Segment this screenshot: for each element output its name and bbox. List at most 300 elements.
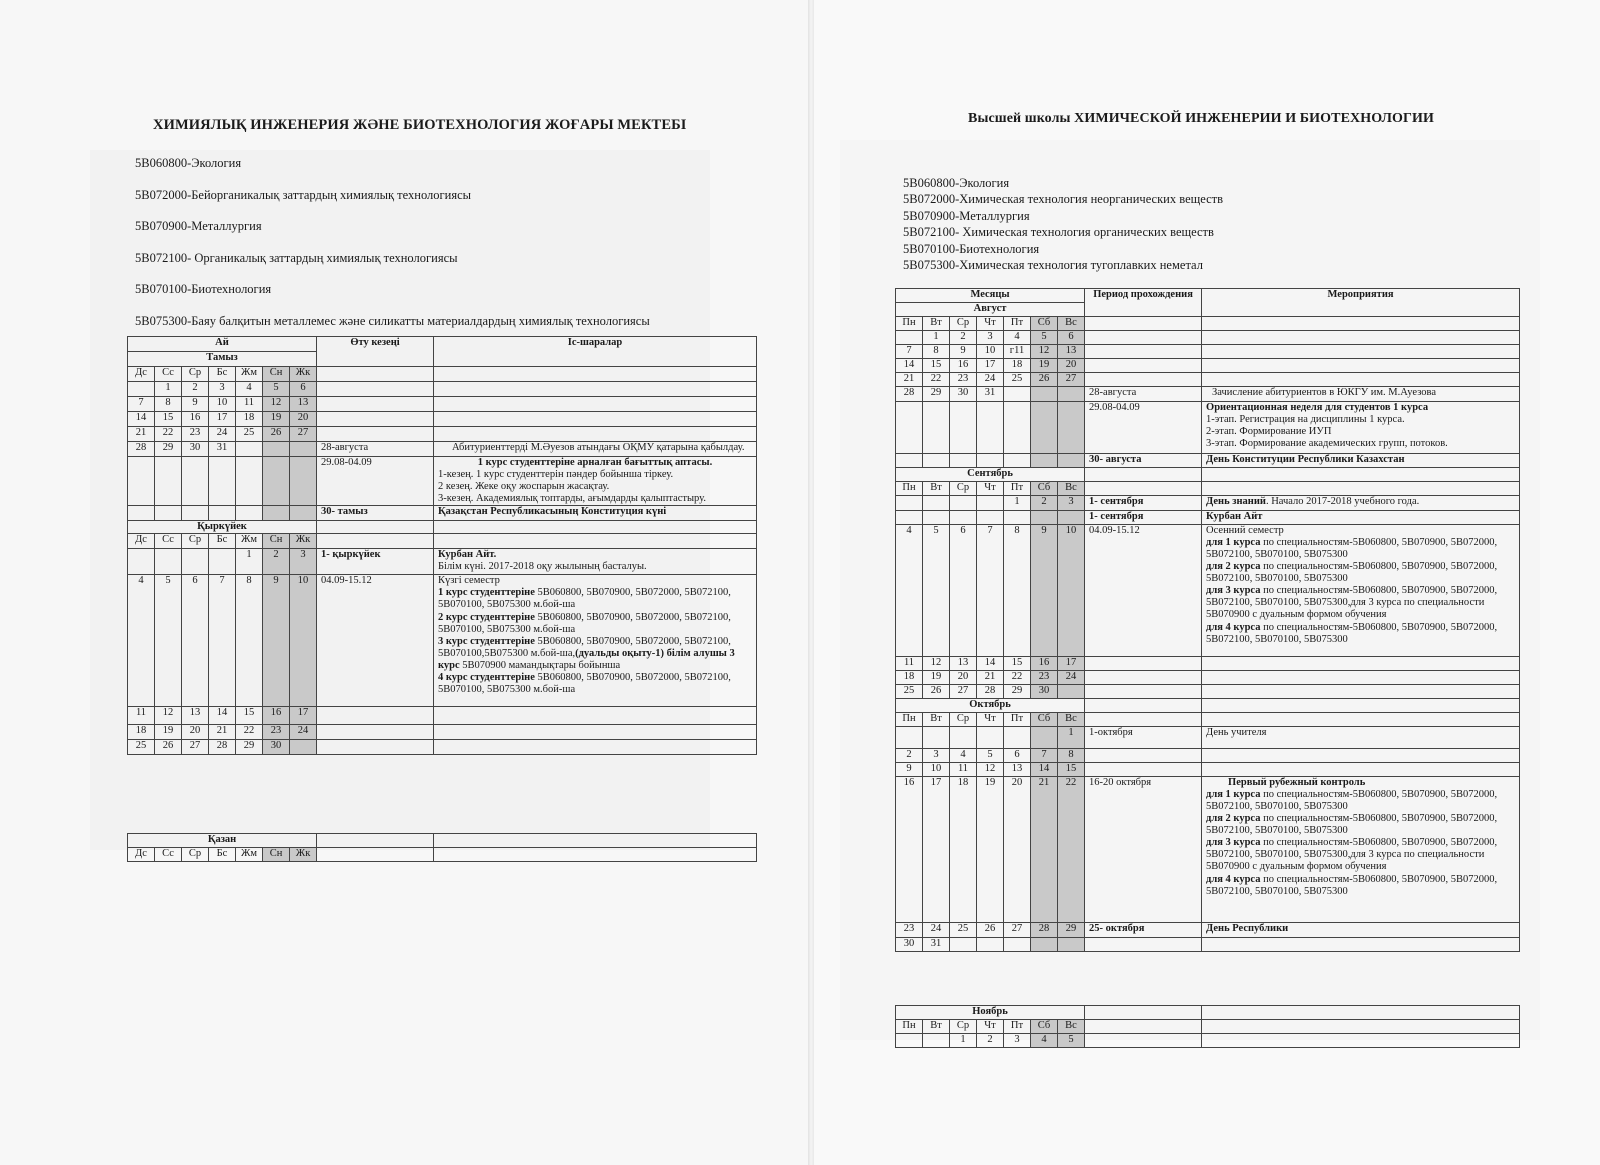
event-period: 1- қыркүйек bbox=[317, 549, 434, 575]
event-bold: 4 курс студенттеріне bbox=[438, 671, 535, 683]
empty-cell bbox=[1202, 317, 1520, 331]
specialty-item: 5В070100-Биотехнология bbox=[903, 241, 1040, 256]
calendar-day: 22 bbox=[155, 427, 182, 442]
event-text bbox=[434, 457, 757, 506]
calendar-day bbox=[1004, 938, 1031, 952]
calendar-day: 6 bbox=[950, 525, 977, 657]
calendar-day: 8 bbox=[236, 575, 263, 707]
empty-cell bbox=[434, 412, 757, 427]
calendar-day: 9 bbox=[950, 345, 977, 359]
calendar-day: 30 bbox=[950, 387, 977, 402]
calendar-day-empty bbox=[1004, 454, 1031, 468]
calendar-day: 2 bbox=[1031, 496, 1058, 511]
event-line: по специальностям-5В060800, 5В070900, 5В072000, 5В072100, 5В070100, 5В075300 bbox=[1206, 789, 1498, 813]
calendar-day-empty bbox=[155, 506, 182, 521]
weekday-header: Бс bbox=[209, 367, 236, 382]
empty-cell bbox=[317, 427, 434, 442]
calendar-day: 7 bbox=[1031, 749, 1058, 763]
calendar-day-empty bbox=[950, 402, 977, 454]
calendar-day-empty bbox=[950, 511, 977, 525]
calendar-day-empty bbox=[1031, 402, 1058, 454]
calendar-day: 27 bbox=[950, 685, 977, 699]
event-text bbox=[1202, 525, 1520, 657]
calendar-day: 15 bbox=[236, 707, 263, 725]
calendar-day-empty bbox=[1058, 511, 1085, 525]
calendar-day: 6 bbox=[182, 575, 209, 707]
calendar-day: 12 bbox=[1031, 345, 1058, 359]
calendar-day: 14 bbox=[128, 412, 155, 427]
event-period: 29.08-04.09 bbox=[1085, 402, 1202, 454]
weekday-header: Пн bbox=[896, 713, 923, 727]
calendar-day: 16 bbox=[182, 412, 209, 427]
empty-cell bbox=[1085, 1020, 1202, 1034]
calendar-day: 30 bbox=[896, 938, 923, 952]
weekday-header: Сс bbox=[155, 534, 182, 549]
calendar-day-empty bbox=[182, 506, 209, 521]
calendar-day: 28 bbox=[209, 740, 236, 755]
header-events: Іс-шаралар bbox=[434, 337, 757, 367]
calendar-day: 18 bbox=[1004, 359, 1031, 373]
event-text: Зачисление абитуриентов в ЮКГУ им. М.Ауезова bbox=[1202, 387, 1520, 402]
calendar-day: 2 bbox=[950, 331, 977, 345]
calendar-day: 23 bbox=[950, 373, 977, 387]
weekday-header: Пт bbox=[1004, 1020, 1031, 1034]
event-text: Абитуриенттерді М.Әуезов атындағы ОҚМУ қатарына қабылдау. bbox=[434, 442, 757, 457]
calendar-day: 24 bbox=[1058, 671, 1085, 685]
calendar-day: 24 bbox=[290, 725, 317, 740]
event-bold: 1 курс студенттеріне bbox=[438, 587, 535, 599]
calendar-day-empty bbox=[896, 454, 923, 468]
event-bold: для 4 курса bbox=[1206, 873, 1261, 885]
calendar-day: 9 bbox=[263, 575, 290, 707]
calendar-day: 8 bbox=[1058, 749, 1085, 763]
header-period: Өту кезеңі bbox=[317, 337, 434, 367]
weekday-header: Сс bbox=[155, 367, 182, 382]
event-line: 2-этап. Формирование ИУП bbox=[1206, 426, 1332, 438]
calendar-day: 3 bbox=[923, 749, 950, 763]
empty-cell bbox=[434, 848, 757, 862]
event-text: День Конституции Республики Казахстан bbox=[1202, 454, 1520, 468]
specialty-item: 5В070900-Металлургия bbox=[135, 219, 262, 233]
event-line: 1-кезең. 1 курс студенттерін пәндер бойынша тіркеу. bbox=[438, 469, 674, 481]
calendar-day: 5 bbox=[923, 525, 950, 657]
calendar-day: 28 bbox=[896, 387, 923, 402]
calendar-day: 22 bbox=[1058, 777, 1085, 923]
event-period: 25- октября bbox=[1085, 923, 1202, 938]
event-line: 5В060800, 5В070900, 5В072000, 5В072100, 5В070100, 5В075300 м.бой-ша bbox=[438, 587, 731, 611]
calendar-day: 24 bbox=[923, 923, 950, 938]
calendar-day: 18 bbox=[128, 725, 155, 740]
calendar-day: 23 bbox=[896, 923, 923, 938]
event-period: 30- августа bbox=[1085, 454, 1202, 468]
page-fold bbox=[808, 0, 814, 1165]
calendar-day: 20 bbox=[1058, 359, 1085, 373]
calendar-day bbox=[896, 1034, 923, 1048]
calendar-day-empty bbox=[923, 511, 950, 525]
event-line: по специальностям-5В060800, 5В070900, 5В072000, 5В072100, 5В070100, 5В075300 bbox=[1206, 813, 1498, 837]
event-bold: 3 курс студенттеріне bbox=[438, 635, 535, 647]
calendar-day bbox=[977, 727, 1004, 749]
empty-cell bbox=[317, 367, 434, 382]
empty-cell bbox=[434, 534, 757, 549]
event-period: 29.08-04.09 bbox=[317, 457, 434, 506]
weekday-header: Чт bbox=[977, 482, 1004, 496]
calendar-table bbox=[127, 336, 757, 755]
empty-cell bbox=[434, 397, 757, 412]
weekday-header: Ср bbox=[182, 534, 209, 549]
weekday-header: Сб bbox=[1031, 713, 1058, 727]
event-bold: для 3 курса bbox=[1206, 837, 1261, 849]
calendar-day: 13 bbox=[950, 657, 977, 671]
calendar-day: 14 bbox=[977, 657, 1004, 671]
calendar-day: 29 bbox=[1058, 923, 1085, 938]
event-period: 04.09-15.12 bbox=[1085, 525, 1202, 657]
calendar-day: 27 bbox=[290, 427, 317, 442]
month-name: Октябрь bbox=[896, 699, 1085, 713]
calendar-day bbox=[1031, 387, 1058, 402]
calendar-day: 9 bbox=[182, 397, 209, 412]
calendar-day-empty bbox=[1004, 402, 1031, 454]
calendar-day-empty bbox=[263, 457, 290, 506]
calendar-day: 28 bbox=[977, 685, 1004, 699]
calendar-day: 17 bbox=[923, 777, 950, 923]
calendar-day bbox=[950, 496, 977, 511]
event-bold: (дуальды оқыту-1) білім алушы 3 курс bbox=[438, 647, 735, 671]
empty-cell bbox=[1202, 713, 1520, 727]
weekday-header: Чт bbox=[977, 713, 1004, 727]
calendar-day bbox=[1031, 938, 1058, 952]
calendar-day bbox=[977, 496, 1004, 511]
calendar-day: 19 bbox=[155, 725, 182, 740]
calendar-day-empty bbox=[1004, 511, 1031, 525]
weekday-header: Вт bbox=[923, 713, 950, 727]
calendar-day: 27 bbox=[1058, 373, 1085, 387]
calendar-table bbox=[895, 288, 1520, 952]
event-period: 04.09-15.12 bbox=[317, 575, 434, 707]
empty-cell bbox=[1085, 317, 1202, 331]
weekday-header: Сб bbox=[1031, 317, 1058, 331]
calendar-day: 2 bbox=[896, 749, 923, 763]
empty-cell bbox=[317, 412, 434, 427]
specialty-item: 5В072100- Органикалық заттардың химиялық технологиясы bbox=[135, 250, 458, 265]
weekday-header: Жм bbox=[236, 534, 263, 549]
calendar-day: 23 bbox=[1031, 671, 1058, 685]
calendar-day-empty bbox=[977, 454, 1004, 468]
empty-cell bbox=[317, 534, 434, 549]
event-line: 5В060800, 5В070900, 5В072000, 5В072100, 5В070100, 5В075300 м.бой-ша bbox=[438, 611, 731, 635]
calendar-day: 20 bbox=[182, 725, 209, 740]
calendar-day: 2 bbox=[182, 382, 209, 397]
calendar-day: г11 bbox=[1004, 345, 1031, 359]
weekday-header: Вс bbox=[1058, 1020, 1085, 1034]
calendar-day-empty bbox=[182, 457, 209, 506]
calendar-day: 25 bbox=[236, 427, 263, 442]
calendar-day: 24 bbox=[209, 427, 236, 442]
calendar-day-empty bbox=[977, 402, 1004, 454]
specialty-item: 5В072000-Химическая технология неорганических веществ bbox=[903, 192, 1224, 207]
calendar-day: 18 bbox=[236, 412, 263, 427]
calendar-day: 1 bbox=[950, 1034, 977, 1048]
event-text bbox=[434, 549, 757, 575]
calendar-day: 23 bbox=[182, 427, 209, 442]
calendar-day: 5 bbox=[977, 749, 1004, 763]
weekday-header: Жк bbox=[290, 367, 317, 382]
month-name: Қазан bbox=[128, 834, 317, 848]
weekday-header: Жк bbox=[290, 534, 317, 549]
calendar-day-empty bbox=[155, 457, 182, 506]
event-line: по специальностям-5В060800, 5В070900, 5В072000, 5В072100, 5В070100, 5В075300,для 3 курса по специальности 5В070900 с дуальным формом обучения bbox=[1206, 837, 1498, 873]
calendar-day: 29 bbox=[236, 740, 263, 755]
calendar-day bbox=[1058, 387, 1085, 402]
calendar-day: 3 bbox=[1058, 496, 1085, 511]
calendar-day bbox=[1004, 727, 1031, 749]
specialty-item: 5В072100- Химическая технология органических веществ bbox=[903, 225, 1214, 240]
event-line: по специальностям-5В060800, 5В070900, 5В072000, 5В072100, 5В070100, 5В075300 bbox=[1206, 621, 1498, 645]
weekday-header: Пн bbox=[896, 317, 923, 331]
calendar-day: 12 bbox=[923, 657, 950, 671]
event-title: Курбан Айт. bbox=[438, 549, 497, 561]
header-events: Мероприятия bbox=[1202, 289, 1520, 317]
calendar-day bbox=[923, 1034, 950, 1048]
calendar-day bbox=[923, 727, 950, 749]
calendar-day-empty bbox=[290, 457, 317, 506]
event-period: 1- сентября bbox=[1085, 511, 1202, 525]
empty-cell bbox=[434, 427, 757, 442]
calendar-day: 20 bbox=[950, 671, 977, 685]
calendar-day: 17 bbox=[290, 707, 317, 725]
event-line: 5В060800, 5В070900, 5В072000, 5В072100, 5В070100, 5В075300 м.бой-ша bbox=[438, 671, 731, 695]
calendar-day: 23 bbox=[263, 725, 290, 740]
weekday-header: Вс bbox=[1058, 317, 1085, 331]
event-line: по специальностям-5В060800, 5В070900, 5В072000, 5В072100, 5В070100, 5В075300,для 3 курса по специальности 5В070900 с дуальным формом обучения bbox=[1206, 585, 1498, 621]
specialty-list bbox=[903, 175, 1223, 273]
month-name: Ноябрь bbox=[896, 1006, 1085, 1020]
event-line: . Начало 2017-2018 учебного года. bbox=[1265, 496, 1420, 507]
calendar-day: 27 bbox=[1004, 923, 1031, 938]
specialty-item: 5В070100-Биотехнология bbox=[135, 282, 272, 296]
calendar-day bbox=[1058, 938, 1085, 952]
weekday-header: Вт bbox=[923, 482, 950, 496]
event-period: 1- сентября bbox=[1085, 496, 1202, 511]
event-line: 5В060800, 5В070900, 5В072000, 5В072100, 5В070100,5В075300 м.бой-ша, bbox=[438, 635, 731, 659]
calendar-day: 26 bbox=[923, 685, 950, 699]
calendar-day: 31 bbox=[209, 442, 236, 457]
calendar-day: 21 bbox=[977, 671, 1004, 685]
calendar-day: 9 bbox=[1031, 525, 1058, 657]
weekday-header: Ср bbox=[950, 713, 977, 727]
calendar-day: 26 bbox=[155, 740, 182, 755]
calendar-day bbox=[1058, 685, 1085, 699]
event-line: по специальностям-5В060800, 5В070900, 5В072000, 5В072100, 5В070100, 5В075300 bbox=[1206, 537, 1498, 561]
calendar-day: 1 bbox=[155, 382, 182, 397]
calendar-day bbox=[182, 549, 209, 575]
month-name: Сентябрь bbox=[896, 468, 1085, 482]
calendar-day: 25 bbox=[896, 685, 923, 699]
event-title: Осенний семестр bbox=[1206, 525, 1284, 536]
calendar-day-empty bbox=[977, 511, 1004, 525]
event-bold: для 1 курса bbox=[1206, 537, 1261, 549]
event-text: День учителя bbox=[1202, 727, 1520, 749]
calendar-day-empty bbox=[896, 511, 923, 525]
specialty-item: 5В070900-Металлургия bbox=[903, 208, 1030, 223]
empty-cell bbox=[317, 848, 434, 862]
event-line: по специальностям-5В060800, 5В070900, 5В072000, 5В072100, 5В070100, 5В075300 bbox=[1206, 561, 1498, 585]
calendar-day-empty bbox=[1058, 454, 1085, 468]
calendar-day-empty bbox=[923, 402, 950, 454]
calendar-day: 21 bbox=[1031, 777, 1058, 923]
empty-cell bbox=[1202, 482, 1520, 496]
weekday-header: Ср bbox=[182, 367, 209, 382]
calendar-day: 6 bbox=[1004, 749, 1031, 763]
calendar-day-empty bbox=[128, 457, 155, 506]
calendar-day: 13 bbox=[1058, 345, 1085, 359]
calendar-day: 17 bbox=[977, 359, 1004, 373]
specialty-item: 5В075300-Баяу балқитын металлемес және силикатты материалдардың химиялық технологиясы bbox=[135, 313, 650, 328]
weekday-header: Пт bbox=[1004, 317, 1031, 331]
calendar-day: 4 bbox=[950, 749, 977, 763]
calendar-day: 19 bbox=[923, 671, 950, 685]
empty-cell bbox=[317, 397, 434, 412]
calendar-day bbox=[896, 496, 923, 511]
event-title: Ориентационная неделя для студентов 1 курса bbox=[1206, 402, 1429, 413]
calendar-day: 18 bbox=[950, 777, 977, 923]
calendar-day bbox=[263, 442, 290, 457]
event-text bbox=[1202, 777, 1520, 923]
calendar-day: 12 bbox=[977, 763, 1004, 777]
calendar-day: 1 bbox=[1004, 496, 1031, 511]
calendar-day: 7 bbox=[896, 345, 923, 359]
calendar-day bbox=[290, 442, 317, 457]
calendar-day: 1 bbox=[236, 549, 263, 575]
calendar-day: 27 bbox=[182, 740, 209, 755]
calendar-day: 18 bbox=[896, 671, 923, 685]
event-bold: для 3 курса bbox=[1206, 585, 1261, 597]
event-text: День Республики bbox=[1202, 923, 1520, 938]
calendar-day: 8 bbox=[1004, 525, 1031, 657]
calendar-day: 3 bbox=[290, 549, 317, 575]
weekday-header: Бс bbox=[209, 848, 236, 862]
calendar-day: 4 bbox=[1031, 1034, 1058, 1048]
calendar-day: 22 bbox=[236, 725, 263, 740]
calendar-day: 8 bbox=[923, 345, 950, 359]
calendar-day bbox=[950, 727, 977, 749]
weekday-header: Вт bbox=[923, 317, 950, 331]
specialty-item: 5В075300-Химическая технология тугоплавких неметал bbox=[903, 258, 1203, 273]
calendar-day: 20 bbox=[1004, 777, 1031, 923]
calendar-day: 17 bbox=[209, 412, 236, 427]
event-text: Курбан Айт bbox=[1202, 511, 1520, 525]
event-title: День знаний bbox=[1206, 496, 1266, 507]
weekday-header: Сн bbox=[263, 367, 290, 382]
calendar-day bbox=[896, 727, 923, 749]
calendar-day: 5 bbox=[155, 575, 182, 707]
month-name: Август bbox=[896, 303, 1085, 317]
calendar-day: 10 bbox=[923, 763, 950, 777]
calendar-day: 7 bbox=[209, 575, 236, 707]
calendar-day: 14 bbox=[209, 707, 236, 725]
calendar-day: 6 bbox=[290, 382, 317, 397]
event-text: Қазақстан Республикасының Конституция күні bbox=[434, 506, 757, 521]
weekday-header: Жк bbox=[290, 848, 317, 862]
weekday-header: Пт bbox=[1004, 482, 1031, 496]
empty-cell bbox=[1085, 482, 1202, 496]
calendar-day: 5 bbox=[1031, 331, 1058, 345]
weekday-header: Вт bbox=[923, 1020, 950, 1034]
specialty-item: 5В060800-Экология bbox=[135, 156, 242, 170]
calendar-day: 10 bbox=[1058, 525, 1085, 657]
calendar-day: 29 bbox=[1004, 685, 1031, 699]
calendar-day: 25 bbox=[950, 923, 977, 938]
calendar-day: 21 bbox=[128, 427, 155, 442]
calendar-day: 3 bbox=[1004, 1034, 1031, 1048]
event-line: по специальностям-5В060800, 5В070900, 5В072000, 5В072100, 5В070100, 5В075300 bbox=[1206, 873, 1498, 897]
weekday-header: Бс bbox=[209, 534, 236, 549]
weekday-header: Чт bbox=[977, 1020, 1004, 1034]
calendar-day: 9 bbox=[896, 763, 923, 777]
event-bold: для 4 курса bbox=[1206, 621, 1261, 633]
event-bold: для 1 курса bbox=[1206, 789, 1261, 801]
weekday-header: Сн bbox=[263, 848, 290, 862]
calendar-day-empty bbox=[923, 454, 950, 468]
calendar-day: 4 bbox=[1004, 331, 1031, 345]
event-text bbox=[1202, 402, 1520, 454]
calendar-day-empty bbox=[290, 506, 317, 521]
calendar-day: 2 bbox=[263, 549, 290, 575]
header-months: Месяцы bbox=[896, 289, 1085, 303]
event-period: 28-августа bbox=[317, 442, 434, 457]
calendar-day: 5 bbox=[263, 382, 290, 397]
event-period: 30- тамыз bbox=[317, 506, 434, 521]
calendar-day bbox=[950, 938, 977, 952]
weekday-header: Ср bbox=[950, 1020, 977, 1034]
page-title: Высшей школы ХИМИЧЕСКОЙ ИНЖЕНЕРИИ И БИОТЕХНОЛОГИИ bbox=[968, 111, 1435, 126]
header-month: Ай bbox=[128, 337, 317, 352]
event-line: 5В070900 мамандықтары бойынша bbox=[459, 659, 621, 671]
event-title: Күзгі семестр bbox=[438, 575, 500, 587]
event-line: 1-этап. Регистрация на дисциплины 1 курса. bbox=[1206, 414, 1405, 426]
header-period: Период прохождения bbox=[1085, 289, 1202, 317]
empty-cell bbox=[1202, 1020, 1520, 1034]
calendar-day bbox=[236, 442, 263, 457]
weekday-header: Вс bbox=[1058, 713, 1085, 727]
specialty-item: 5В072000-Бейорганикалық заттардың химиялық технологиясы bbox=[135, 187, 472, 202]
calendar-day: 25 bbox=[1004, 373, 1031, 387]
calendar-day: 10 bbox=[209, 397, 236, 412]
calendar-day: 20 bbox=[290, 412, 317, 427]
calendar-day: 7 bbox=[977, 525, 1004, 657]
calendar-day: 11 bbox=[896, 657, 923, 671]
empty-cell bbox=[434, 367, 757, 382]
month-name: Тамыз bbox=[128, 352, 317, 367]
weekday-header: Ср bbox=[182, 848, 209, 862]
weekday-header: Жм bbox=[236, 367, 263, 382]
calendar-day: 15 bbox=[155, 412, 182, 427]
calendar-day: 14 bbox=[896, 359, 923, 373]
calendar-day: 22 bbox=[923, 373, 950, 387]
calendar-day: 13 bbox=[290, 397, 317, 412]
calendar-day: 12 bbox=[155, 707, 182, 725]
specialty-item: 5В060800-Экология bbox=[903, 176, 1010, 190]
weekday-header: Сс bbox=[155, 848, 182, 862]
weekday-header: Сб bbox=[1031, 482, 1058, 496]
calendar-day bbox=[1031, 727, 1058, 749]
calendar-day: 26 bbox=[1031, 373, 1058, 387]
calendar-day: 7 bbox=[128, 397, 155, 412]
event-line: 3-этап. Формирование академических групп, потоков. bbox=[1206, 438, 1448, 450]
calendar-table-nov bbox=[895, 1005, 1520, 1048]
calendar-day: 19 bbox=[1031, 359, 1058, 373]
calendar-day-empty bbox=[263, 506, 290, 521]
